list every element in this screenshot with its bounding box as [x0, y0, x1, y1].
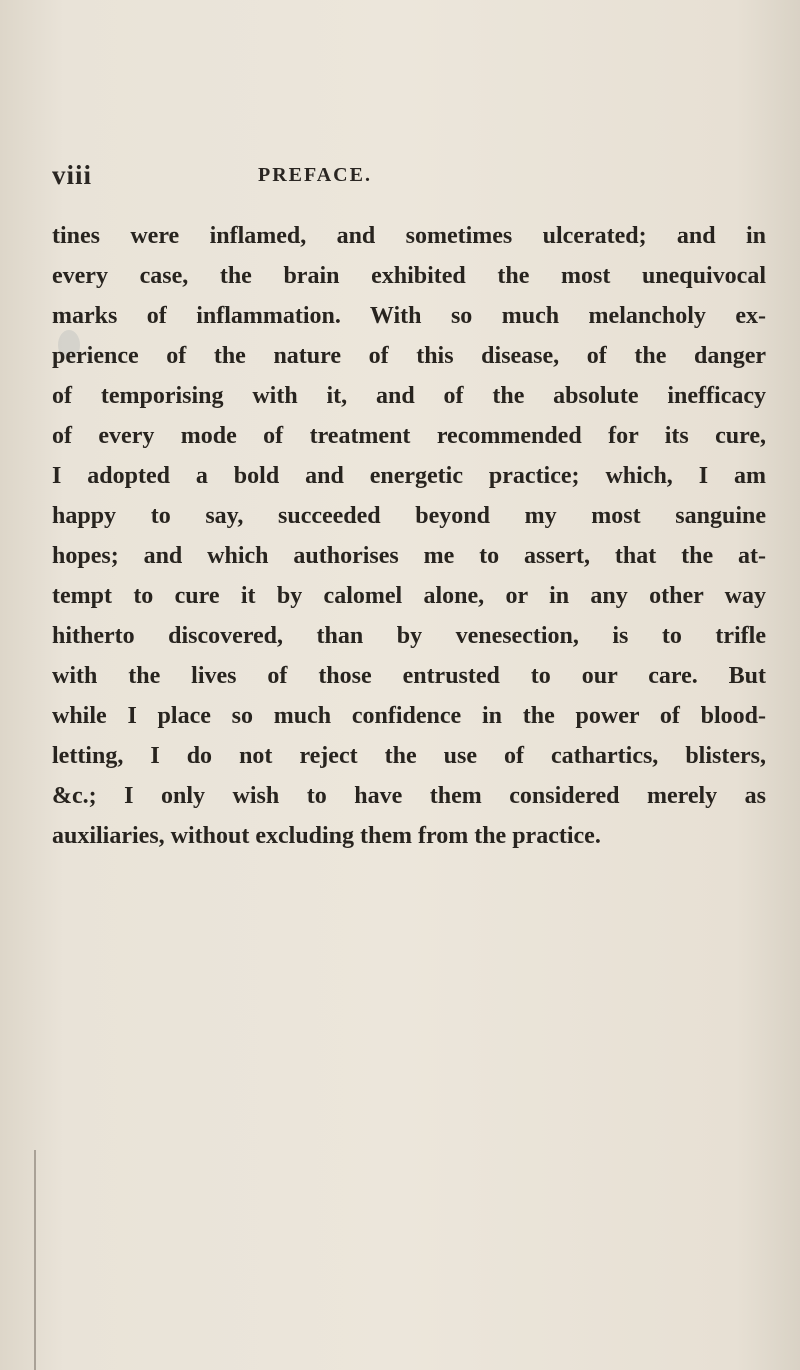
text-line: hopes; and which authorises me to assert, that the at-: [52, 543, 766, 569]
running-head: PREFACE.: [258, 164, 372, 186]
text-line: auxiliaries, without excluding them from the practice.: [52, 823, 601, 849]
text-line: &c.; I only wish to have them considered merely as: [52, 783, 766, 809]
text-line: I adopted a bold and energetic practice; which, I am: [52, 463, 766, 489]
text-line: tempt to cure it by calomel alone, or in any other way: [52, 583, 766, 609]
text-line: of temporising with it, and of the absolute inefficacy: [52, 383, 766, 409]
text-line: while I place so much confidence in the power of blood-: [52, 703, 766, 729]
text-line: tines were inflamed, and sometimes ulcerated; and in: [52, 223, 766, 249]
text-line: marks of inflammation. With so much melancholy ex-: [52, 303, 766, 329]
binding-edge: [34, 1150, 36, 1370]
text-line: happy to say, succeeded beyond my most sanguine: [52, 503, 766, 529]
text-line: with the lives of those entrusted to our care. But: [52, 663, 766, 689]
text-line: of every mode of treatment recommended for its cure,: [52, 423, 766, 449]
text-line: perience of the nature of this disease, of the danger: [52, 343, 766, 369]
body-paragraph: [52, 216, 766, 856]
text-line: every case, the brain exhibited the most unequivocal: [52, 263, 766, 289]
text-line: letting, I do not reject the use of cathartics, blisters,: [52, 743, 766, 769]
text-line: hitherto discovered, than by venesection, is to trifle: [52, 623, 766, 649]
page-header: [52, 160, 748, 200]
page-number: viii: [52, 160, 93, 190]
